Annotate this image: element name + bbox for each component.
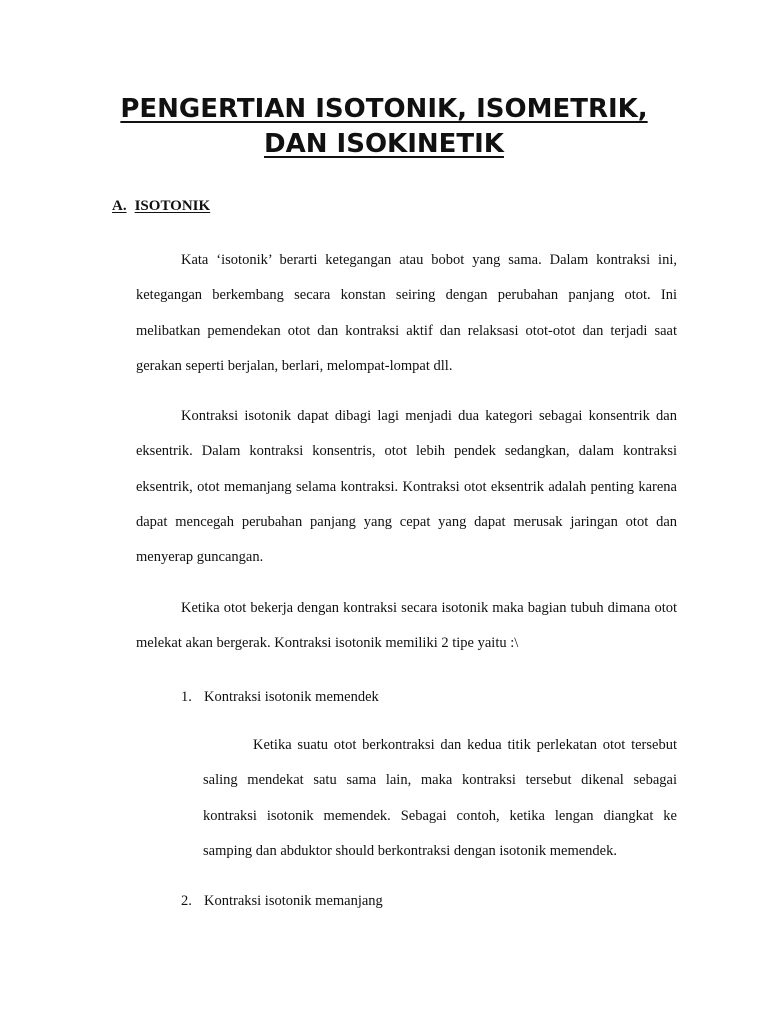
list-item-number: 2. [181, 893, 192, 909]
list-item-2 [181, 891, 383, 911]
list-item-number: 1. [181, 689, 192, 705]
paragraph-1: Kata ‘isotonik’ berarti ketegangan atau bobot yang sama. Dalam kontraksi ini, ketegangan berkembang secara konstan seiring dengan perubahan panjang otot. Ini melibatkan pemendekan otot dan kontraksi aktif dan relaksasi otot-otot dan terjadi saat gerakan seperti berjalan, berlari, melompat-lompat dll. [136, 252, 677, 374]
list-item-1-body: Ketika suatu otot berkontraksi dan kedua titik perlekatan otot tersebut saling mendekat satu sama lain, maka kontraksi tersebut dikenal sebagai kontraksi isotonik memendek. Sebagai contoh, ketika lengan diangkat ke samping dan abduktor should berkontraksi dengan isotonik memendek. [203, 737, 677, 859]
list-item-1 [181, 687, 379, 707]
list-item-label: Kontraksi isotonik memendek [204, 689, 379, 705]
section-number: A. [112, 198, 127, 214]
list-item-label: Kontraksi isotonik memanjang [204, 893, 383, 909]
paragraph-2: Kontraksi isotonik dapat dibagi lagi menjadi dua kategori sebagai konsentrik dan eksentrik. Dalam kontraksi konsentris, otot lebih pendek sedangkan, dalam kontraksi eksentrik, otot memanjang selama kontraksi. Kontraksi otot eksentrik adalah penting karena dapat mencegah perubahan panjang yang cepat yang dapat merusak jaringan otot dan menyerap guncangan. [136, 408, 677, 566]
page-title-line-2: DAN ISOKINETIK [264, 129, 504, 159]
section-label: ISOTONIK [134, 198, 211, 214]
page-title [0, 92, 768, 162]
page-title-line-1: PENGERTIAN ISOTONIK, ISOMETRIK, [120, 94, 648, 124]
paragraph-3: Ketika otot bekerja dengan kontraksi secara isotonik maka bagian tubuh dimana otot melekat akan bergerak. Kontraksi isotonik memiliki 2 tipe yaitu :\ [136, 600, 677, 652]
section-heading-isotonik [112, 198, 210, 215]
